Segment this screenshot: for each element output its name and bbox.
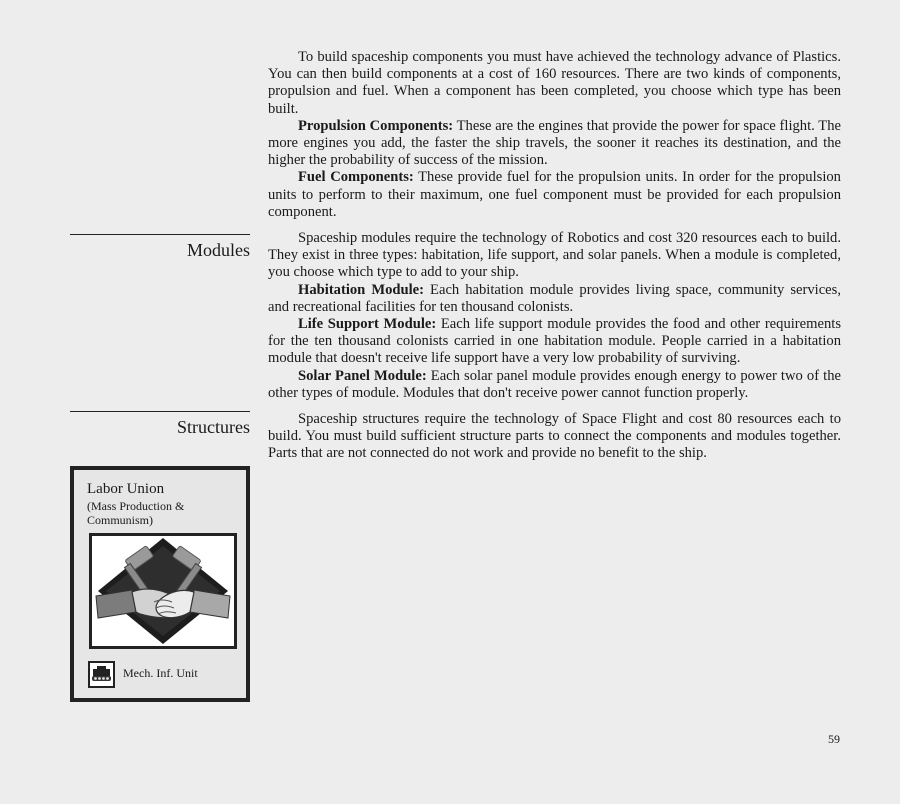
modules-paragraph-4 [268,368,841,402]
intro-paragraph-3 [268,169,841,221]
propulsion-components-term: Propulsion Components: [298,117,454,134]
life-support-module-text: Each life support module provides the food and other requirements for the ten thousand colonists carried in one habitation module. People carried in a habitation module that doesn't receive life support have a very low probability of surviving. [268,316,842,367]
fuel-components-term: Fuel Components: [298,169,414,186]
structures-paragraph-1: Spaceship structures require the technology of Space Flight and cost 80 resources each to build. You must build sufficient structure parts to connect the components and modules together. Parts that are not connected do not work and provide no benefit to the ship. [268,411,841,462]
solar-panel-module-term: Solar Panel Module: [298,367,427,384]
main-text-column [268,49,841,463]
modules-heading: Modules [187,240,250,260]
modules-paragraph-1: Spaceship modules require the technology of Robotics and cost 320 resources each to build. They exist in three types: habitation, life support, and solar panels. When a module is completed, you choose which type to add to your ship. [268,230,841,281]
modules-paragraph-2 [268,282,841,316]
propulsion-components-text: These are the engines that provide the power for space flight. The more engines you add, the faster the ship travels, the sooner it reaches its destination, and the higher the probability of success of the mission. [268,117,841,169]
card-subtitle: (Mass Production & Communism) [87,499,185,527]
modules-rule [70,234,250,235]
handshake-hammers-icon [89,533,237,649]
page-number: 59 [828,732,840,746]
life-support-module-term: Life Support Module: [298,316,437,333]
unit-label: Mech. Inf. Unit [123,666,198,680]
structures-rule [70,411,250,412]
habitation-module-term: Habitation Module: [298,281,425,298]
structures-heading: Structures [177,417,250,437]
card-title: Labor Union [87,481,165,497]
modules-paragraph-3 [268,316,841,368]
solar-panel-module-text: Each solar panel module provides enough energy to power two of the other types of module. Modules that don't receive power cannot function properly. [268,367,841,401]
intro-paragraph-2 [268,118,841,170]
wonder-card [70,466,250,702]
habitation-module-text: Each habitation module provides living space, community services, and recreational facilities for ten thousand colonists. [268,281,841,315]
intro-paragraph-1: To build spaceship components you must have achieved the technology advance of Plastics. You can then build components at a cost of 160 resources. There are two kinds of components, propulsion and fuel. When a component has been completed, you choose which type has been built. [268,49,841,117]
fuel-components-text: These provide fuel for the propulsion units. In order for the propulsion units to perform to their maximum, one fuel component must be provided for each propulsion component. [268,169,841,220]
mech-inf-unit-icon [88,661,115,688]
